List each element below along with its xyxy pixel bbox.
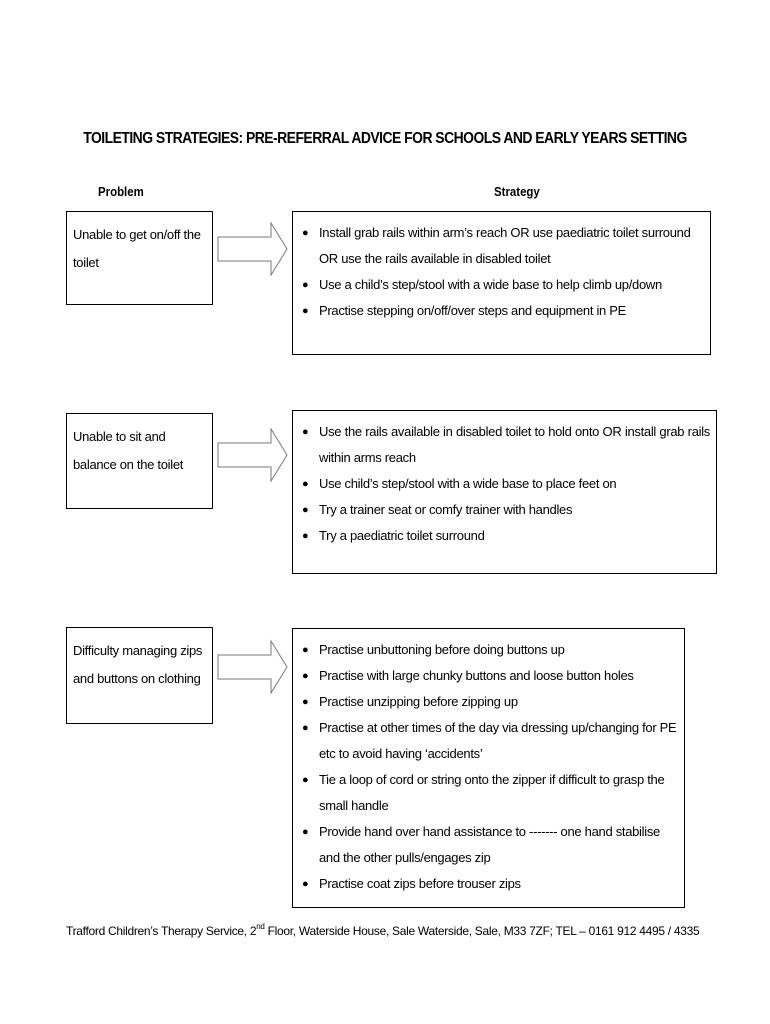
- problem-column-header: Problem: [98, 184, 144, 199]
- strategy-column-header: Strategy: [494, 184, 540, 199]
- strategy-item: ● Practise with large chunky buttons and loose button holes: [302, 668, 634, 683]
- strategy-item: ● Use a child’s step/stool with a wide base to help climb up/down: [302, 277, 662, 292]
- footer-contact: Trafford Children’s Therapy Service, 2nd Floor, Waterside House, Sale Waterside, Sale, M33 7ZF; TEL – 0161 912 4495 / 4335: [66, 922, 700, 938]
- strategy-item: ● Install grab rails within arm’s reach OR use paediatric toilet surround OR use the rails available in disabled toilet: [302, 225, 691, 266]
- arrow-right-icon: [217, 639, 289, 695]
- arrow-right-icon: [217, 221, 289, 277]
- strategy-box-1: [292, 211, 711, 355]
- strategy-item: ● Practise unzipping before zipping up: [302, 694, 518, 709]
- strategy-item: ● Try a paediatric toilet surround: [302, 528, 485, 543]
- strategy-item: ● Practise stepping on/off/over steps and equipment in PE: [302, 303, 627, 318]
- strategy-box-3: [292, 628, 685, 908]
- page-title: TOILETING STRATEGIES: PRE-REFERRAL ADVICE FOR SCHOOLS AND EARLY YEARS SETTING: [83, 130, 687, 147]
- strategy-item: ● Use child’s step/stool with a wide base to place feet on: [302, 476, 617, 491]
- problem-box-3: Difficulty managing zips and buttons on clothing: [66, 627, 213, 724]
- strategy-box-2: [292, 410, 717, 574]
- strategy-item: ● Practise coat zips before trouser zips: [302, 876, 521, 891]
- problem-box-1: Unable to get on/off the toilet: [66, 211, 213, 305]
- strategy-item: ● Try a trainer seat or comfy trainer with handles: [302, 502, 573, 517]
- arrow-right-icon: [217, 427, 289, 483]
- strategy-item: ● Use the rails available in disabled toilet to hold onto OR install grab rails within arms reach: [302, 424, 710, 465]
- problem-box-2: Unable to sit and balance on the toilet: [66, 413, 213, 509]
- strategy-item: ● Provide hand over hand assistance to ------- one hand stabilise and the other pulls/engages zip: [302, 824, 660, 865]
- strategy-item: ● Practise unbuttoning before doing buttons up: [302, 642, 565, 657]
- strategy-item: ● Practise at other times of the day via dressing up/changing for PE etc to avoid having ‘accidents’: [302, 720, 677, 761]
- strategy-item: ● Tie a loop of cord or string onto the zipper if difficult to grasp the small handle: [302, 772, 665, 813]
